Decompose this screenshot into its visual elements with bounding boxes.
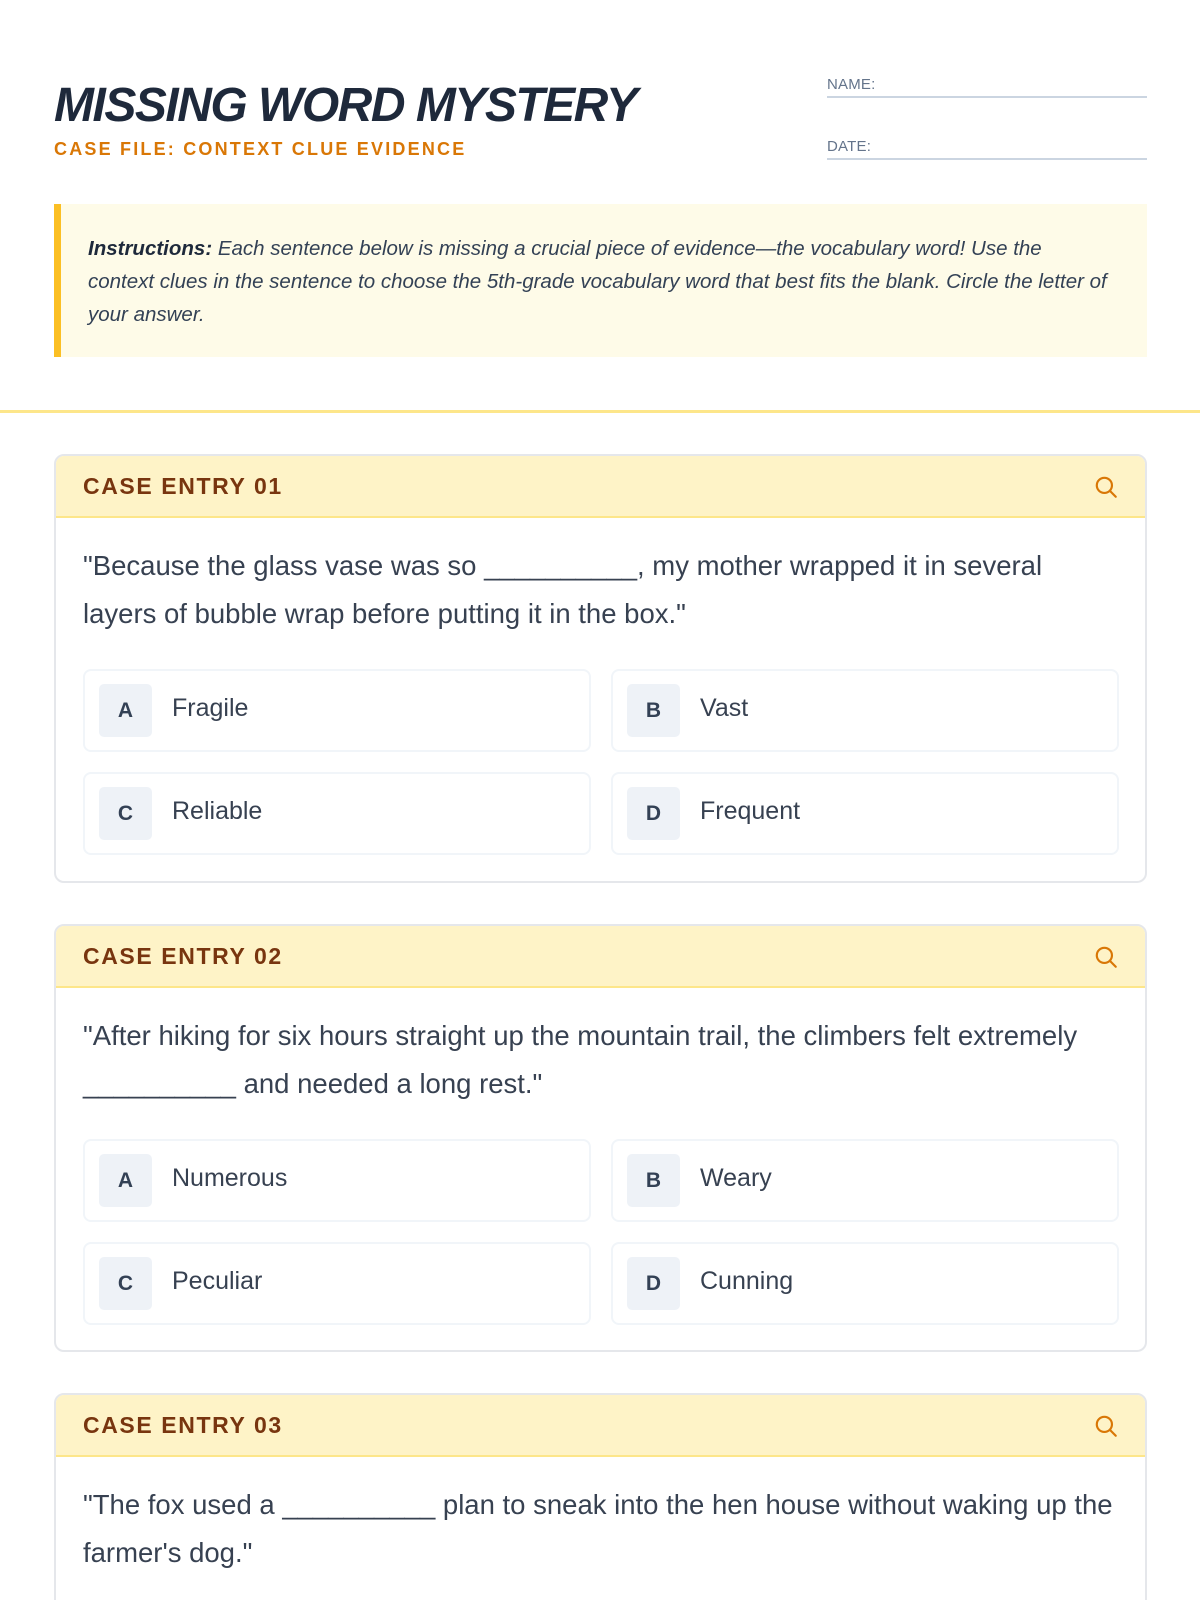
option-word: Weary <box>700 1164 772 1192</box>
case-entry-title: CASE ENTRY 03 <box>83 1412 283 1438</box>
option-a[interactable] <box>83 1139 591 1222</box>
option-word: Frequent <box>700 797 801 825</box>
magnifying-glass-icon <box>1093 1413 1119 1439</box>
option-word: Reliable <box>172 797 263 825</box>
option-word: Numerous <box>172 1164 288 1192</box>
option-letter: A <box>99 684 152 737</box>
magnifying-glass-icon <box>1093 944 1119 970</box>
option-d[interactable] <box>611 772 1119 855</box>
option-letter: C <box>99 787 152 840</box>
option-letter: D <box>627 1257 680 1310</box>
section-divider <box>0 410 1200 413</box>
option-word: Fragile <box>172 694 249 722</box>
instructions-lead: Instructions: <box>88 237 213 260</box>
case-entry-header <box>56 1395 1145 1457</box>
option-b[interactable] <box>611 669 1119 752</box>
option-letter: B <box>627 1154 680 1207</box>
instructions-box <box>54 204 1147 357</box>
name-field[interactable] <box>827 68 1147 98</box>
case-entry-card-01 <box>54 454 1147 883</box>
instructions-text: Each sentence below is missing a crucial piece of evidence—the vocabulary word! Use the context clues in the sentence to choose the 5th-grade vocabulary word that best fits the blank. Circle the letter of your answer. <box>88 237 1107 326</box>
option-d[interactable] <box>611 1242 1119 1325</box>
page-title: MISSING WORD MYSTERY <box>54 79 637 132</box>
option-letter: B <box>627 684 680 737</box>
option-c[interactable] <box>83 772 591 855</box>
option-letter: A <box>99 1154 152 1207</box>
option-b[interactable] <box>611 1139 1119 1222</box>
worksheet-header <box>54 0 1147 200</box>
case-entry-title: CASE ENTRY 01 <box>83 473 283 499</box>
date-field[interactable] <box>827 130 1147 160</box>
case-entry-title: CASE ENTRY 02 <box>83 943 283 969</box>
case-entry-card-03 <box>54 1393 1147 1600</box>
case-sentence: "After hiking for six hours straight up the mountain trail, the climbers felt extremely __________ and needed a long rest." <box>83 1020 1078 1099</box>
name-label: NAME: <box>827 76 876 93</box>
magnifying-glass-icon <box>1093 474 1119 500</box>
case-sentence: "The fox used a __________ plan to sneak into the hen house without waking up the farmer's dog." <box>83 1489 1113 1568</box>
option-word: Vast <box>700 694 749 722</box>
case-entry-header <box>56 926 1145 988</box>
option-letter: C <box>99 1257 152 1310</box>
case-entry-header <box>56 456 1145 518</box>
option-word: Peculiar <box>172 1267 263 1295</box>
option-word: Cunning <box>700 1267 794 1295</box>
case-sentence: "Because the glass vase was so __________, my mother wrapped it in several layers of bubble wrap before putting it in the box." <box>83 550 1043 629</box>
option-a[interactable] <box>83 669 591 752</box>
page-subtitle: CASE FILE: CONTEXT CLUE EVIDENCE <box>54 139 467 159</box>
option-letter: D <box>627 787 680 840</box>
date-label: DATE: <box>827 138 872 155</box>
case-entry-card-02 <box>54 924 1147 1352</box>
option-c[interactable] <box>83 1242 591 1325</box>
